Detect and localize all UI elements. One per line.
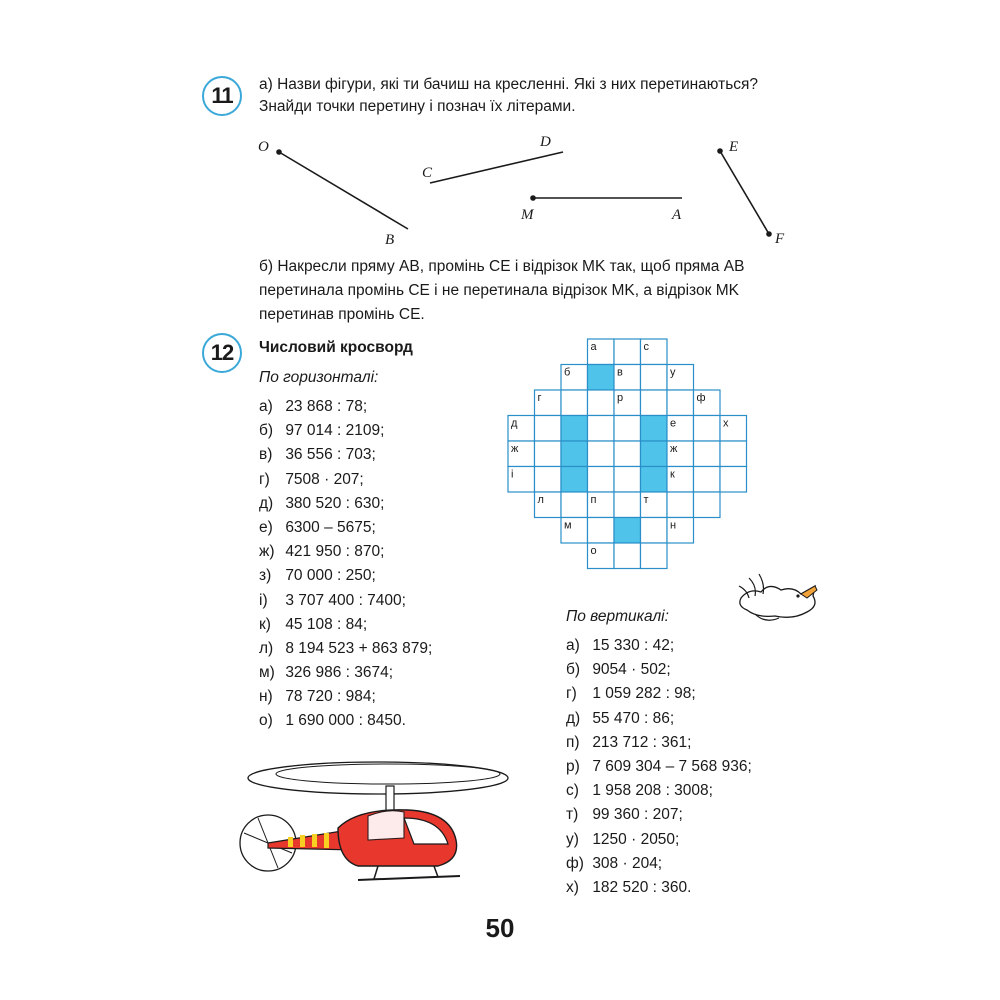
crossword-cell-shaded	[561, 441, 588, 467]
crossword-cell	[720, 467, 747, 493]
vertical-clue	[566, 852, 752, 876]
crossword-cell-letter: р	[617, 392, 624, 404]
crossword-cell-letter: к	[670, 468, 675, 481]
clue-label: б)	[566, 661, 581, 679]
clue-expression: 70 000 : 250;	[285, 567, 376, 585]
crossword-cell	[588, 518, 615, 544]
clue-label: н)	[259, 688, 273, 706]
label-c: C	[422, 165, 433, 181]
clue-expression: 8 194 523 + 863 879;	[285, 639, 433, 657]
clue-label: т)	[566, 806, 579, 824]
bird-illustration	[735, 568, 825, 628]
crossword-cell-letter: п	[590, 494, 597, 506]
clue-expression: 9054 · 502;	[592, 661, 671, 679]
crossword-cell	[641, 390, 668, 416]
crossword-cell	[535, 467, 562, 493]
clue-expression: 78 720 : 984;	[285, 688, 376, 706]
clue-expression: 6300 – 5675;	[285, 518, 376, 536]
crossword-cell	[667, 390, 694, 416]
clue-expression: 7 609 304 – 7 568 936;	[592, 757, 752, 775]
crossword-cell	[694, 441, 721, 467]
clue-label: і)	[259, 591, 268, 609]
task-11-part-b-line1: б) Накресли пряму AB, промінь CE і відрізок MK так, щоб пряма AB	[259, 258, 745, 275]
crossword-cell-letter: с	[643, 341, 649, 353]
clue-label: б)	[259, 422, 274, 440]
vertical-clue	[566, 658, 752, 682]
crossword-cell-shaded	[614, 518, 641, 544]
crossword-cell	[641, 365, 668, 391]
clue-label: д)	[566, 709, 581, 727]
clue-label: с)	[566, 782, 579, 800]
crossword-cell-letter: г	[537, 392, 542, 404]
crossword-cell-shaded	[588, 365, 615, 391]
crossword-cell-shaded	[561, 467, 588, 493]
task-11-part-b-line2: перетинала промінь CE і не перетинала відрізок MK, а відрізок MK	[259, 282, 739, 299]
label-b: B	[385, 232, 395, 248]
clue-expression: 1 059 282 : 98;	[592, 685, 696, 703]
horizontal-clue	[259, 709, 432, 733]
vertical-heading: По вертикалі:	[566, 608, 669, 625]
clue-expression: 326 986 : 3674;	[285, 664, 394, 682]
clue-label: а)	[259, 398, 273, 415]
crossword-cell-letter: о	[590, 545, 597, 557]
label-a: A	[672, 207, 682, 223]
crossword-cell	[614, 416, 641, 442]
vertical-clue	[566, 755, 752, 779]
vertical-clue	[566, 803, 752, 827]
clue-expression: 3 707 400 : 7400;	[285, 591, 406, 609]
vertical-clue	[566, 876, 752, 900]
vertical-clue	[566, 828, 752, 852]
label-d: D	[540, 134, 551, 150]
clue-expression: 45 108 : 84;	[285, 615, 368, 633]
clue-label: л)	[259, 639, 274, 657]
vertical-clue	[566, 779, 752, 803]
clue-label: ж)	[259, 543, 275, 561]
crossword-cell	[641, 543, 668, 569]
clue-expression: 182 520 : 360.	[592, 878, 692, 896]
crossword-cell-shaded	[641, 467, 668, 493]
clue-label: ф)	[566, 854, 584, 872]
clue-expression: 99 360 : 207;	[592, 806, 683, 824]
crossword-cell	[667, 492, 694, 518]
vertical-clue	[566, 707, 752, 731]
crossword-cell-letter: н	[670, 519, 677, 532]
crossword-cell	[588, 441, 615, 467]
crossword-cell-letter: ж	[511, 443, 519, 455]
clue-expression: 7508 · 207;	[285, 470, 364, 488]
horizontal-clue	[259, 637, 432, 661]
crossword-cell	[561, 390, 588, 416]
label-e: E	[729, 139, 739, 155]
crossword-cell-letter: х	[723, 417, 729, 430]
clue-label: х)	[566, 878, 579, 896]
crossword-cell	[535, 416, 562, 442]
clue-label: у)	[566, 830, 579, 848]
clue-expression: 15 330 : 42;	[592, 637, 675, 654]
clue-label: д)	[259, 494, 274, 512]
clue-label: к)	[259, 615, 271, 633]
crossword-cell-letter: а	[590, 341, 597, 353]
clue-label: м)	[259, 664, 275, 682]
horizontal-clue	[259, 661, 432, 685]
crossword-cell	[535, 441, 562, 467]
clue-expression: 213 712 : 361;	[592, 733, 692, 751]
clue-expression: 1250 · 2050;	[592, 830, 680, 848]
crossword-cell	[588, 390, 615, 416]
crossword-cell-letter: т	[643, 494, 649, 506]
clue-expression: 36 556 : 703;	[285, 446, 376, 464]
clue-expression: 97 014 : 2109;	[285, 422, 385, 440]
horizontal-clue	[259, 613, 432, 637]
clue-label: а)	[566, 637, 580, 654]
clue-expression: 23 868 : 78;	[285, 398, 368, 415]
crossword-cell	[588, 467, 615, 493]
crossword-cell-letter: е	[670, 417, 677, 430]
clue-label: р)	[566, 757, 580, 775]
crossword-cell-letter: м	[564, 519, 572, 532]
vertical-clue	[566, 682, 752, 706]
crossword-cell	[694, 492, 721, 518]
crossword-cell-shaded	[561, 416, 588, 442]
clue-label: з)	[259, 567, 272, 585]
clue-expression: 380 520 : 630;	[285, 494, 385, 512]
crossword-cell	[694, 416, 721, 442]
crossword-cell-letter: ф	[696, 392, 706, 404]
clue-expression: 1 690 000 : 8450.	[285, 712, 406, 730]
label-m: M	[521, 207, 534, 223]
crossword-title: Числовий кросворд	[259, 339, 413, 356]
crossword-cell	[614, 339, 641, 365]
clue-label: п)	[566, 733, 580, 751]
crossword-cell-letter: д	[511, 417, 518, 430]
crossword-cell-letter: в	[617, 366, 623, 379]
clue-label: г)	[259, 470, 270, 488]
vertical-clue	[566, 634, 752, 658]
crossword-cell-letter: б	[564, 366, 571, 379]
crossword-cell-letter: л	[537, 494, 544, 506]
crossword-cell-letter: у	[670, 366, 676, 379]
helicopter-illustration	[228, 748, 528, 898]
crossword-cell-letter: і	[511, 468, 514, 481]
clue-expression: 308 · 204;	[592, 854, 663, 872]
crossword-cell	[561, 492, 588, 518]
task-11-number: 11	[211, 83, 233, 108]
crossword-cell-letter: ж	[670, 443, 678, 455]
crossword-cell	[614, 492, 641, 518]
task-12-number: 12	[210, 340, 234, 365]
clue-label: е)	[259, 518, 273, 536]
clue-label: о)	[259, 712, 273, 730]
crossword-cell	[720, 441, 747, 467]
crossword-cell	[614, 441, 641, 467]
vertical-clue	[566, 731, 752, 755]
label-f: F	[775, 231, 785, 247]
vertical-clue-list	[566, 634, 752, 900]
task-11-part-a-line1: а) Назви фігури, які ти бачиш на кресленні. Які з них перетинаються?	[259, 76, 759, 93]
task-11-part-b-line3: перетинав промінь CE.	[259, 306, 425, 323]
crossword-cell	[694, 467, 721, 493]
clue-expression: 421 950 : 870;	[285, 543, 385, 561]
clue-expression: 1 958 208 : 3008;	[592, 782, 713, 800]
crossword-cell-shaded	[641, 416, 668, 442]
crossword-cell	[614, 467, 641, 493]
horizontal-clue	[259, 685, 432, 709]
clue-label: в)	[259, 446, 273, 464]
page-number: 50	[485, 913, 515, 943]
crossword-cell	[614, 543, 641, 569]
crossword-cell	[641, 518, 668, 544]
crossword-cell-shaded	[641, 441, 668, 467]
crossword-cell	[588, 416, 615, 442]
task-11-part-a-line2: Знайди точки перетину і познач їх літерами.	[259, 98, 576, 115]
label-o: O	[258, 139, 269, 155]
horizontal-heading: По горизонталі:	[259, 369, 379, 386]
clue-label: г)	[566, 685, 577, 703]
clue-expression: 55 470 : 86;	[592, 709, 675, 727]
